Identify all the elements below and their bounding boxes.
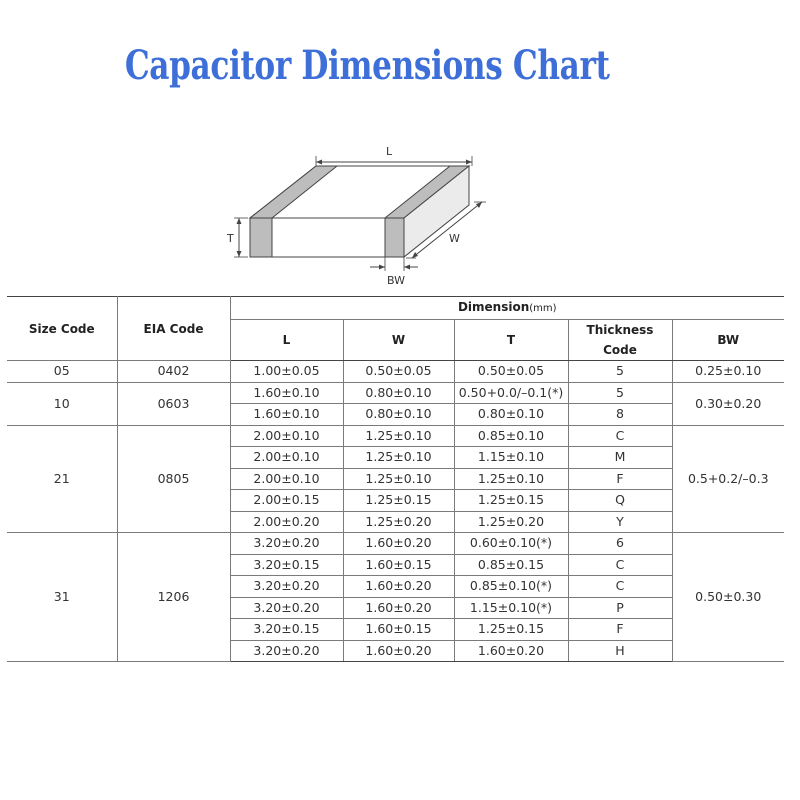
table-body (7, 361, 784, 662)
cell-thickness-code: C (568, 425, 672, 447)
cell-bw: 0.25±0.10 (672, 361, 784, 383)
cell-t: 0.85±0.10(*) (454, 576, 568, 598)
header-dimension-unit: (mm) (529, 303, 557, 314)
diagram-label-w: W (449, 232, 460, 245)
header-dimension-label: Dimension (457, 300, 530, 314)
cell-size-code: 10 (7, 382, 117, 425)
cell-l: 2.00±0.20 (230, 511, 343, 533)
cell-l: 1.60±0.10 (230, 404, 343, 426)
cell-l: 2.00±0.15 (230, 490, 343, 512)
cell-l: 3.20±0.20 (230, 533, 343, 555)
cell-t: 1.15±0.10 (454, 447, 568, 469)
cell-t: 1.25±0.20 (454, 511, 568, 533)
cell-t: 0.80±0.10 (454, 404, 568, 426)
cell-w: 1.60±0.20 (343, 640, 454, 662)
header-bw: BW (672, 320, 784, 361)
cell-l: 3.20±0.20 (230, 576, 343, 598)
table-row (7, 361, 784, 383)
header-w: W (343, 320, 454, 361)
cell-size-code: 21 (7, 425, 117, 533)
cell-l: 2.00±0.10 (230, 425, 343, 447)
cell-t: 1.60±0.20 (454, 640, 568, 662)
cell-thickness-code: 5 (568, 361, 672, 383)
diagram-label-l: L (386, 145, 393, 158)
cell-eia-code: 0603 (117, 382, 230, 425)
cell-t: 0.60±0.10(*) (454, 533, 568, 555)
cell-thickness-code: Q (568, 490, 672, 512)
header-size-code: Size Code (7, 297, 117, 361)
cell-size-code: 05 (7, 361, 117, 383)
diagram-label-bw: BW (387, 274, 406, 287)
header-thickness-code: Thickness Code (568, 320, 672, 361)
cell-eia-code: 0805 (117, 425, 230, 533)
cell-eia-code: 0402 (117, 361, 230, 383)
cell-thickness-code: 6 (568, 533, 672, 555)
cell-w: 1.25±0.10 (343, 468, 454, 490)
cell-w: 1.25±0.10 (343, 425, 454, 447)
cell-thickness-code: C (568, 554, 672, 576)
cell-thickness-code: F (568, 619, 672, 641)
dimensions-table (7, 296, 784, 662)
diagram-label-t: T (227, 232, 234, 245)
cell-thickness-code: Y (568, 511, 672, 533)
cell-bw: 0.30±0.20 (672, 382, 784, 425)
cell-t: 0.50+0.0/–0.1(*) (454, 382, 568, 404)
header-l: L (230, 320, 343, 361)
cell-w: 1.60±0.20 (343, 576, 454, 598)
cell-l: 3.20±0.15 (230, 554, 343, 576)
cell-t: 1.15±0.10(*) (454, 597, 568, 619)
cell-eia-code: 1206 (117, 533, 230, 662)
table-row (7, 533, 784, 555)
cell-w: 1.25±0.15 (343, 490, 454, 512)
page-title: Capacitor Dimensions Chart (124, 42, 610, 89)
cell-w: 1.60±0.15 (343, 619, 454, 641)
cell-thickness-code: 5 (568, 382, 672, 404)
capacitor-diagram (215, 138, 515, 288)
cell-thickness-code: P (568, 597, 672, 619)
cell-thickness-code: M (568, 447, 672, 469)
cell-thickness-code: H (568, 640, 672, 662)
cell-l: 1.00±0.05 (230, 361, 343, 383)
cell-bw: 0.50±0.30 (672, 533, 784, 662)
cell-t: 0.85±0.10 (454, 425, 568, 447)
table-row (7, 382, 784, 404)
header-dimension (230, 297, 784, 320)
cell-l: 3.20±0.15 (230, 619, 343, 641)
cell-w: 1.25±0.10 (343, 447, 454, 469)
cell-w: 1.60±0.20 (343, 533, 454, 555)
cell-l: 3.20±0.20 (230, 597, 343, 619)
cell-w: 0.80±0.10 (343, 404, 454, 426)
header-t: T (454, 320, 568, 361)
cell-w: 1.60±0.15 (343, 554, 454, 576)
cell-bw: 0.5+0.2/–0.3 (672, 425, 784, 533)
cell-l: 2.00±0.10 (230, 468, 343, 490)
table-row (7, 425, 784, 447)
cell-w: 1.60±0.20 (343, 597, 454, 619)
cell-t: 0.85±0.15 (454, 554, 568, 576)
cell-t: 0.50±0.05 (454, 361, 568, 383)
cell-l: 2.00±0.10 (230, 447, 343, 469)
header-eia-code: EIA Code (117, 297, 230, 361)
cell-w: 1.25±0.20 (343, 511, 454, 533)
cell-size-code: 31 (7, 533, 117, 662)
cell-l: 1.60±0.10 (230, 382, 343, 404)
cell-t: 1.25±0.15 (454, 619, 568, 641)
cell-thickness-code: 8 (568, 404, 672, 426)
cell-w: 0.80±0.10 (343, 382, 454, 404)
cell-t: 1.25±0.10 (454, 468, 568, 490)
cell-w: 0.50±0.05 (343, 361, 454, 383)
cell-thickness-code: C (568, 576, 672, 598)
cell-t: 1.25±0.15 (454, 490, 568, 512)
cell-l: 3.20±0.20 (230, 640, 343, 662)
cell-thickness-code: F (568, 468, 672, 490)
